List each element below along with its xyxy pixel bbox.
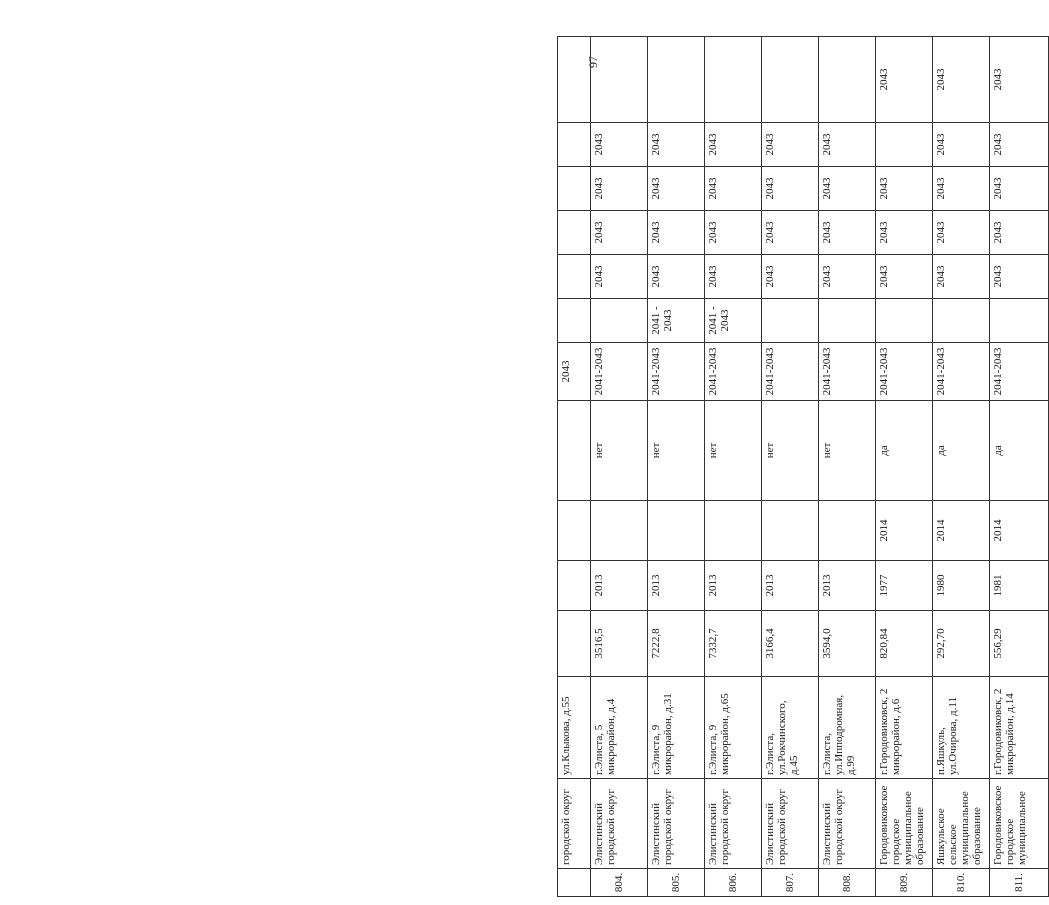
- last-repair-cell: [558, 501, 591, 561]
- row-number-cell: 805.: [648, 869, 705, 897]
- work-cell: 2043: [705, 211, 762, 255]
- address-cell: г.Элиста, 9 микрорайон, д.65: [705, 677, 762, 779]
- work-cell: [558, 123, 591, 167]
- repair-period-cell: 2041-2043: [591, 343, 648, 401]
- row-number-cell: 808.: [819, 869, 876, 897]
- municipality-cell: Элистинский городской округ: [591, 779, 648, 869]
- repair-period-cell: 2041-2043: [876, 343, 933, 401]
- municipality-cell: Городовиковское городское муниципальное: [990, 779, 1049, 869]
- table-row: [591, 37, 648, 897]
- work-cell: [705, 37, 762, 123]
- page-number: 97: [586, 56, 600, 68]
- work-cell: [591, 37, 648, 123]
- address-cell: г.Городовиковск, 2 микрорайон, д.14: [990, 677, 1049, 779]
- row-number-cell: 809.: [876, 869, 933, 897]
- repair-period-cell: 2043: [558, 343, 591, 401]
- municipality-cell: Элистинский городской округ: [648, 779, 705, 869]
- work-cell: 2043: [762, 255, 819, 299]
- work-cell: 2043: [591, 255, 648, 299]
- municipality-cell: городской округ: [558, 779, 591, 869]
- year-built-cell: 2013: [762, 561, 819, 611]
- row-number-cell: 811.: [990, 869, 1049, 897]
- table-row: [705, 37, 762, 897]
- row-number-cell: 804.: [591, 869, 648, 897]
- year-built-cell: 1977: [876, 561, 933, 611]
- last-repair-cell: 2014: [876, 501, 933, 561]
- work-cell: 2043: [876, 167, 933, 211]
- area-cell: 292,70: [933, 611, 990, 677]
- work-cell: 2043: [819, 123, 876, 167]
- work-cell: [558, 299, 591, 343]
- work-cell: [819, 37, 876, 123]
- work-cell: 2043: [648, 255, 705, 299]
- work-cell: 2043: [819, 167, 876, 211]
- work-cell: 2043: [933, 167, 990, 211]
- work-cell: 2043: [819, 255, 876, 299]
- work-cell: 2043: [933, 211, 990, 255]
- table-body: [558, 37, 1049, 897]
- work-cell: 2043: [933, 123, 990, 167]
- work-cell: 2043: [705, 167, 762, 211]
- year-built-cell: 2013: [648, 561, 705, 611]
- last-repair-cell: [705, 501, 762, 561]
- work-cell: 2043: [876, 255, 933, 299]
- area-cell: 7222,8: [648, 611, 705, 677]
- work-cell: [648, 37, 705, 123]
- year-built-cell: 1981: [990, 561, 1049, 611]
- work-cell: 2043: [933, 255, 990, 299]
- area-cell: 3594,0: [819, 611, 876, 677]
- work-cell: [819, 299, 876, 343]
- work-cell: [876, 123, 933, 167]
- table-row: [819, 37, 876, 897]
- work-cell: 2043: [933, 37, 990, 123]
- needs-repair-cell: [558, 401, 591, 501]
- needs-repair-cell: да: [990, 401, 1049, 501]
- repair-period-cell: 2041-2043: [819, 343, 876, 401]
- table-row: [876, 37, 933, 897]
- work-cell: 2043: [876, 211, 933, 255]
- work-cell: 2043: [762, 123, 819, 167]
- repair-period-cell: 2041-2043: [933, 343, 990, 401]
- year-built-cell: 2013: [705, 561, 762, 611]
- row-number-cell: 810.: [933, 869, 990, 897]
- municipality-cell: Элистинский городской округ: [762, 779, 819, 869]
- work-cell: 2041 - 2043: [705, 299, 762, 343]
- municipality-cell: Элистинский городской округ: [819, 779, 876, 869]
- work-cell: 2043: [990, 255, 1049, 299]
- repair-period-cell: 2041-2043: [648, 343, 705, 401]
- work-cell: 2043: [591, 167, 648, 211]
- table-row: [933, 37, 990, 897]
- work-cell: [762, 37, 819, 123]
- work-cell: [591, 299, 648, 343]
- work-cell: 2043: [990, 167, 1049, 211]
- table-row: [648, 37, 705, 897]
- work-cell: [933, 299, 990, 343]
- address-cell: ул.Клыкова, д.55: [558, 677, 591, 779]
- last-repair-cell: [648, 501, 705, 561]
- repair-period-cell: 2041-2043: [762, 343, 819, 401]
- work-cell: 2043: [705, 255, 762, 299]
- work-cell: 2043: [762, 211, 819, 255]
- row-number-cell: 807.: [762, 869, 819, 897]
- needs-repair-cell: нет: [648, 401, 705, 501]
- area-cell: 3166,4: [762, 611, 819, 677]
- work-cell: 2043: [648, 211, 705, 255]
- last-repair-cell: [819, 501, 876, 561]
- area-cell: 3516,5: [591, 611, 648, 677]
- work-cell: [558, 255, 591, 299]
- work-cell: 2043: [762, 167, 819, 211]
- row-number-cell: 806.: [705, 869, 762, 897]
- work-cell: 2041 - 2043: [648, 299, 705, 343]
- municipality-cell: Элистинский городской округ: [705, 779, 762, 869]
- municipality-cell: Яшкульское сельское муниципальное образование: [933, 779, 990, 869]
- year-built-cell: [558, 561, 591, 611]
- work-cell: [762, 299, 819, 343]
- work-cell: [876, 299, 933, 343]
- last-repair-cell: 2014: [990, 501, 1049, 561]
- needs-repair-cell: да: [933, 401, 990, 501]
- work-cell: 2043: [591, 211, 648, 255]
- year-built-cell: 2013: [591, 561, 648, 611]
- work-cell: [558, 167, 591, 211]
- work-cell: 2043: [990, 37, 1049, 123]
- rotated-table-stage: [557, 37, 1027, 897]
- last-repair-cell: 2014: [933, 501, 990, 561]
- address-cell: г.Элиста, 9 микрорайон, д.31: [648, 677, 705, 779]
- work-cell: 2043: [990, 123, 1049, 167]
- address-cell: г.Элиста, ул.Ипподромная, д.99: [819, 677, 876, 779]
- needs-repair-cell: нет: [762, 401, 819, 501]
- row-number-cell: [558, 869, 591, 897]
- work-cell: [558, 211, 591, 255]
- work-cell: 2043: [648, 167, 705, 211]
- needs-repair-cell: нет: [819, 401, 876, 501]
- work-cell: [558, 37, 591, 123]
- last-repair-cell: [762, 501, 819, 561]
- area-cell: 820,84: [876, 611, 933, 677]
- address-cell: г.Элиста, ул.Рокчинского, д.45: [762, 677, 819, 779]
- repair-period-cell: 2041-2043: [705, 343, 762, 401]
- address-cell: г.Элиста, 5 микрорайон, д.4: [591, 677, 648, 779]
- work-cell: 2043: [648, 123, 705, 167]
- address-cell: г.Городовиковск, 2 микрорайон, д.6: [876, 677, 933, 779]
- address-cell: п.Яшкуль, ул.Очирова, д.11: [933, 677, 990, 779]
- year-built-cell: 1980: [933, 561, 990, 611]
- work-cell: 2043: [591, 123, 648, 167]
- repair-period-cell: 2041-2043: [990, 343, 1049, 401]
- needs-repair-cell: да: [876, 401, 933, 501]
- area-cell: 7332,7: [705, 611, 762, 677]
- work-cell: [990, 299, 1049, 343]
- area-cell: 556,29: [990, 611, 1049, 677]
- needs-repair-cell: нет: [591, 401, 648, 501]
- area-cell: [558, 611, 591, 677]
- repair-schedule-table: [557, 36, 1049, 897]
- table-row: [762, 37, 819, 897]
- work-cell: 2043: [876, 37, 933, 123]
- work-cell: 2043: [990, 211, 1049, 255]
- table-row: [990, 37, 1049, 897]
- municipality-cell: Городовиковское городское муниципальное образование: [876, 779, 933, 869]
- continued-row: [558, 37, 591, 897]
- needs-repair-cell: нет: [705, 401, 762, 501]
- work-cell: 2043: [819, 211, 876, 255]
- year-built-cell: 2013: [819, 561, 876, 611]
- work-cell: 2043: [705, 123, 762, 167]
- last-repair-cell: [591, 501, 648, 561]
